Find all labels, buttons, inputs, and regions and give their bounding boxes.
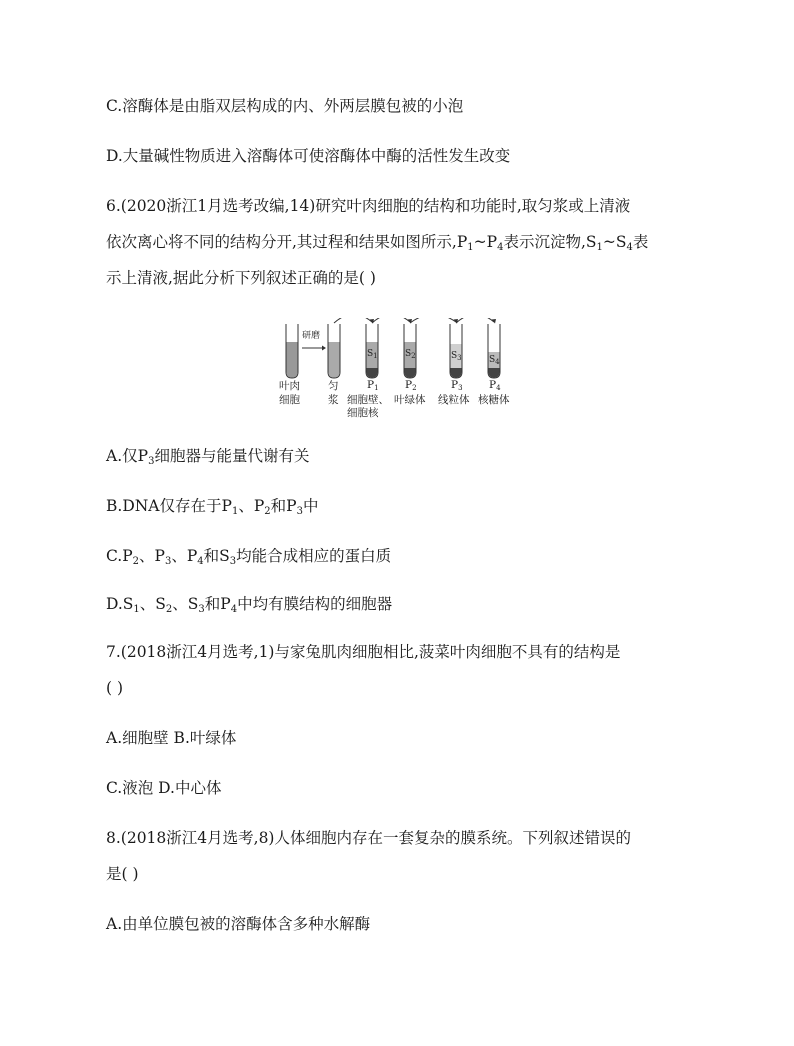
p3-fill [451,368,462,378]
text: 、S [139,595,166,613]
subscript: 2 [132,556,140,567]
text: P [489,379,497,391]
p3-content: 线粒体 [438,394,470,406]
subscript: 4 [197,556,204,567]
text: P [405,379,413,391]
precipitate-label-p3 [451,379,463,392]
subscript: 2 [165,604,173,615]
question-7-options-ab: A.细胞壁 B.叶绿体 [106,729,237,747]
question-7-options-cd: C.液泡 D.中心体 [106,779,222,797]
question-7-line-2: ( ) [106,679,124,697]
p1-content-2: 细胞核 [347,407,379,419]
question-8-line-2: 是( ) [106,865,139,883]
subscript: 1 [374,384,379,392]
text: S [489,355,496,365]
transfer-arc-1 [334,318,372,323]
arc-head-2 [408,319,413,324]
supernatant-label-s4 [489,354,500,367]
text: 表 [632,233,649,251]
supernatant-label-s2 [405,348,416,361]
text: P [451,379,459,391]
question-6-option-c [106,546,391,566]
text: ~P [473,233,498,251]
subscript: 3 [148,456,155,467]
subscript: 4 [496,384,501,392]
text: 、S [172,595,199,613]
p4-content: 核糖体 [478,394,510,406]
question-8-option-a: A.由单位膜包被的溶酶体含多种水解酶 [106,915,371,933]
p2-fill [405,368,416,378]
text: 、P [171,547,198,565]
supernatant-label-s3 [451,350,462,363]
p4-fill [489,368,500,378]
text: S [367,349,374,359]
text: 表示沉淀物,S [503,233,597,251]
transfer-arc-2 [372,318,410,323]
question-6-line-3: 示上清液,据此分析下列叙述正确的是( ) [106,269,376,287]
subscript: 4 [230,604,238,615]
text: 中 [302,497,319,515]
text: A.仅P [106,447,149,465]
tube-label-homogenate-2: 浆 [328,394,339,406]
leaf-cell-fill [287,342,298,378]
subscript: 1 [596,242,603,253]
subscript: 1 [373,352,378,360]
line-d-prev: D.大量碱性物质进入溶酶体可使溶酶体中酶的活性发生改变 [106,147,511,165]
text: 和S [203,547,230,565]
line-c-prev: C.溶酶体是由脂双层构成的内、外两层膜包被的小泡 [106,97,464,115]
supernatant-label-s1 [367,348,378,361]
subscript: 2 [264,506,271,517]
arc-head-4 [492,319,497,324]
text: S [405,349,412,359]
text: 、P [238,497,265,515]
subscript: 4 [495,358,500,366]
subscript: 3 [229,556,237,567]
question-7-line-1: 7.(2018浙江4月选考,1)与家兔肌肉细胞相比,菠菜叶肉细胞不具有的结构是 [106,643,621,661]
subscript: 3 [296,506,303,517]
subscript: 4 [497,242,504,253]
question-6-option-a [106,446,309,466]
subscript: 1 [133,604,140,615]
question-6-line-1: 6.(2020浙江1月选考改编,14)研究叶肉细胞的结构和功能时,取匀浆或上清液 [106,197,631,215]
text: 细胞器与能量代谢有关 [154,447,310,465]
grind-arrowhead [322,346,326,351]
text: C.P [106,547,133,565]
question-6-option-d [106,594,392,614]
subscript: 3 [457,354,462,362]
arc-head-1 [370,319,375,324]
tube-label-leaf-2: 细胞 [279,394,300,406]
subscript: 2 [412,384,417,392]
text: B.DNA仅存在于P [106,497,232,515]
text: D.S [106,595,134,613]
text: 中均有膜结构的细胞器 [237,595,393,613]
homogenate-fill [329,342,340,378]
subscript: 2 [411,352,416,360]
tube-label-homogenate-1: 匀 [328,380,339,392]
p1-fill [367,368,378,378]
precipitate-label-p2 [405,379,417,392]
subscript: 4 [626,242,633,253]
text: 和P [204,595,231,613]
question-8-line-1: 8.(2018浙江4月选考,8)人体细胞内存在一套复杂的膜系统。下列叙述错误的 [106,829,631,847]
text: 、P [139,547,165,565]
text: 依次离心将不同的结构分开,其过程和结果如图所示,P [106,233,468,251]
precipitate-label-p4 [489,379,501,392]
question-6-option-b [106,496,318,516]
centrifuge-figure [278,318,518,418]
text: 均能合成相应的蛋白质 [236,547,392,565]
p2-content: 叶绿体 [394,394,426,406]
precipitate-label-p1 [367,379,379,392]
text: S [451,351,458,361]
text: P [367,379,375,391]
subscript: 3 [198,604,205,615]
subscript: 1 [467,242,474,253]
text: 和P [270,497,297,515]
subscript: 3 [458,384,463,392]
subscript: 3 [164,556,172,567]
text: ~S [602,233,627,251]
question-6-line-2 [106,232,648,252]
tube-label-leaf-1: 叶肉 [279,380,300,392]
arrow-label-grind: 研磨 [302,331,321,341]
p1-content-1: 细胞壁、 [347,394,389,406]
subscript: 1 [231,506,239,517]
transfer-arc-4 [456,318,494,323]
transfer-arc-3 [410,318,456,323]
